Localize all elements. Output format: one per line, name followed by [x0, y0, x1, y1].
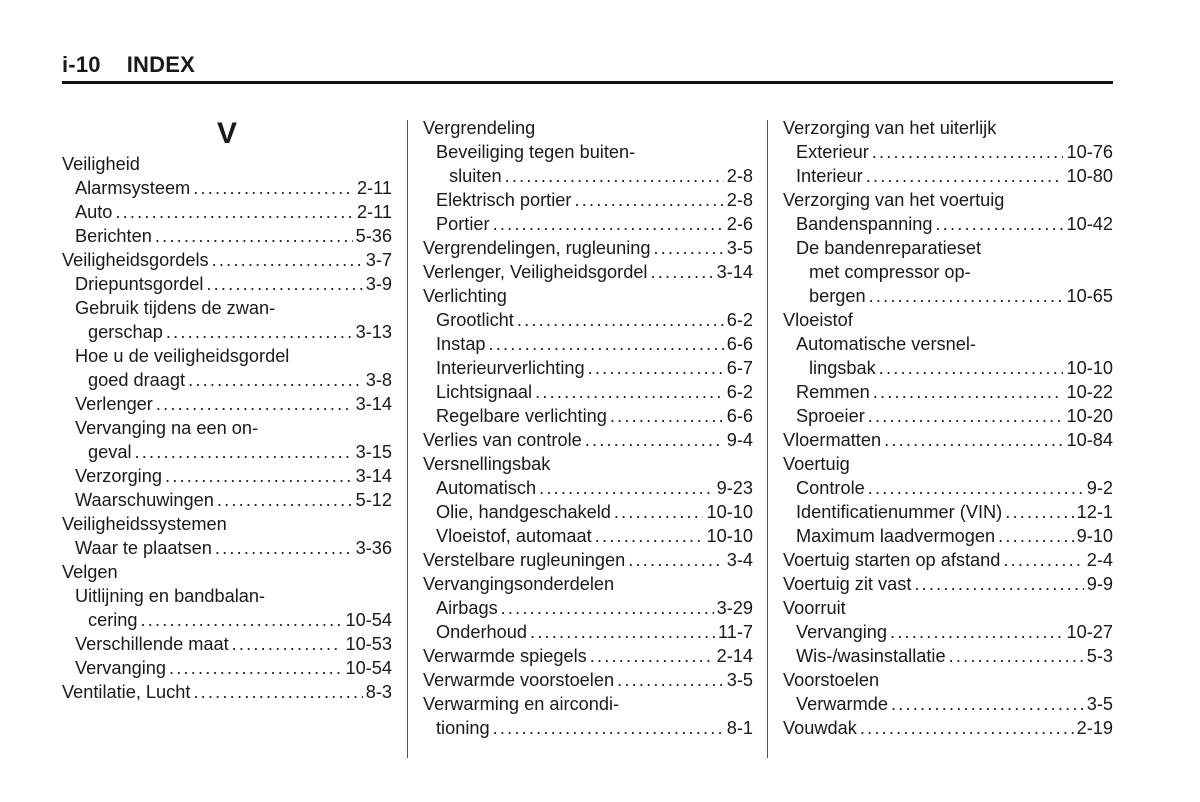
dot-leader [610, 404, 724, 428]
entry-term: Versnellingsbak [423, 454, 551, 474]
index-entry [783, 116, 1113, 140]
entry-term: Vouwdak [783, 718, 857, 738]
entry-term: goed draagt [88, 370, 186, 390]
dot-leader [936, 212, 1064, 236]
index-entry [423, 668, 753, 692]
entry-page-ref: 9-23 [716, 478, 753, 498]
entry-term: Uitlijning en bandbalan- [75, 586, 266, 606]
dot-leader [215, 536, 353, 560]
entry-term: Vervanging [75, 658, 167, 678]
entry-page-ref: 10-54 [345, 658, 392, 678]
entry-page-ref: 3-9 [365, 274, 392, 294]
entry-page-ref: 10-53 [345, 634, 392, 654]
index-entry [423, 452, 753, 476]
index-entry [783, 428, 1113, 452]
entry-page-ref: 2-6 [726, 214, 753, 234]
entry-term: Voertuig zit vast [783, 574, 912, 594]
entry-page-ref: 2-4 [1086, 550, 1113, 570]
entry-term: Verschillende maat [75, 634, 229, 654]
index-entry [423, 332, 753, 356]
entry-page-ref: 2-19 [1076, 718, 1113, 738]
dot-leader [873, 380, 1064, 404]
entry-page-ref: 5-3 [1086, 646, 1113, 666]
entry-page-ref: 6-2 [726, 310, 753, 330]
entry-page-ref: 10-76 [1066, 142, 1113, 162]
dot-leader [193, 680, 362, 704]
index-entry [62, 344, 392, 368]
index-entry [423, 284, 753, 308]
entry-term: Verlenger, Veiligheidsgordel [423, 262, 648, 282]
entry-page-ref: 10-27 [1066, 622, 1113, 642]
entry-term: Hoe u de veiligheidsgordel [75, 346, 290, 366]
index-entry [783, 380, 1113, 404]
index-entry [423, 692, 753, 716]
entry-term: Elektrisch portier [436, 190, 572, 210]
dot-leader [169, 656, 342, 680]
entry-term: Onderhoud [436, 622, 528, 642]
index-entry [783, 164, 1113, 188]
dot-leader [588, 356, 724, 380]
index-entry [62, 440, 392, 464]
index-column-2 [423, 116, 753, 740]
index-entry [62, 416, 392, 440]
entry-page-ref: 9-9 [1086, 574, 1113, 594]
entry-term: met compressor op- [809, 262, 971, 282]
dot-leader [217, 488, 353, 512]
entry-term: Voorruit [783, 598, 846, 618]
entry-term: Verlies van controle [423, 430, 582, 450]
entry-term: Verlichting [423, 286, 507, 306]
entry-term: Grootlicht [436, 310, 514, 330]
entry-term: Vervanging [796, 622, 888, 642]
dot-leader [614, 500, 704, 524]
entry-page-ref: 10-84 [1066, 430, 1113, 450]
entry-page-ref: 10-10 [706, 502, 753, 522]
index-entry [783, 596, 1113, 620]
entry-page-ref: 9-10 [1076, 526, 1113, 546]
index-entry [783, 356, 1113, 380]
page-number: i-10 [62, 52, 101, 77]
entry-term: Interieur [796, 166, 863, 186]
entry-term: Verwarming en aircondi- [423, 694, 620, 714]
entry-term: Sproeier [796, 406, 865, 426]
dot-leader [212, 248, 363, 272]
index-entry [783, 452, 1113, 476]
index-entry [783, 212, 1113, 236]
entry-term: Veiligheid [62, 154, 140, 174]
entry-term: Ventilatie, Lucht [62, 682, 191, 702]
index-column-3 [783, 116, 1113, 740]
index-entry [423, 188, 753, 212]
index-entry [62, 272, 392, 296]
index-entry [62, 224, 392, 248]
entry-term: Gebruik tijdens de zwan- [75, 298, 276, 318]
dot-leader [574, 188, 723, 212]
index-entry [783, 620, 1113, 644]
entry-term: Beveiliging tegen buiten- [436, 142, 636, 162]
dot-leader [166, 320, 353, 344]
dot-leader [539, 476, 714, 500]
entry-term: Interieurverlichting [436, 358, 585, 378]
index-entry [62, 560, 392, 584]
dot-leader [868, 404, 1064, 428]
index-entry [423, 620, 753, 644]
entry-term: Vloeistof [783, 310, 853, 330]
index-entry [62, 320, 392, 344]
entry-term: Automatische versnel- [796, 334, 976, 354]
index-entry [783, 308, 1113, 332]
index-entry [62, 488, 392, 512]
entry-page-ref: 12-1 [1076, 502, 1113, 522]
dot-leader [115, 200, 354, 224]
dot-leader [134, 440, 352, 464]
entry-term: tioning [436, 718, 490, 738]
index-entry [423, 476, 753, 500]
index-entry [423, 212, 753, 236]
entry-term: Exterieur [796, 142, 869, 162]
index-entry [62, 200, 392, 224]
dot-leader [493, 716, 724, 740]
entry-page-ref: 3-5 [726, 670, 753, 690]
dot-leader [535, 380, 724, 404]
dot-leader [585, 428, 724, 452]
entry-term: Controle [796, 478, 865, 498]
entry-page-ref: 3-8 [365, 370, 392, 390]
dot-leader [617, 668, 724, 692]
entry-term: Berichten [75, 226, 152, 246]
entry-term: Wis-/wasinstallatie [796, 646, 946, 666]
entry-term: Auto [75, 202, 113, 222]
entry-page-ref: 8-1 [726, 718, 753, 738]
entry-page-ref: 3-14 [716, 262, 753, 282]
index-entry [62, 296, 392, 320]
entry-page-ref: 2-8 [726, 166, 753, 186]
dot-leader [879, 356, 1064, 380]
entry-page-ref: 10-20 [1066, 406, 1113, 426]
entry-page-ref: 3-4 [726, 550, 753, 570]
index-entry [423, 500, 753, 524]
dot-leader [891, 692, 1084, 716]
index-entry [783, 524, 1113, 548]
entry-page-ref: 6-7 [726, 358, 753, 378]
entry-term: De bandenreparatieset [796, 238, 982, 258]
index-entry [423, 524, 753, 548]
entry-page-ref: 10-42 [1066, 214, 1113, 234]
entry-page-ref: 10-22 [1066, 382, 1113, 402]
index-entry [62, 392, 392, 416]
entry-page-ref: 5-12 [355, 490, 392, 510]
index-entry [783, 644, 1113, 668]
entry-page-ref: 5-36 [355, 226, 392, 246]
entry-term: Veiligheidssystemen [62, 514, 227, 534]
dot-leader [654, 236, 724, 260]
entry-term: Vervangingsonderdelen [423, 574, 615, 594]
entry-term: Waarschuwingen [75, 490, 214, 510]
index-entry [783, 500, 1113, 524]
entry-term: geval [88, 442, 132, 462]
index-entry [62, 176, 392, 200]
dot-leader [206, 272, 362, 296]
entry-term: Verzorging van het uiterlijk [783, 118, 997, 138]
index-entry [423, 140, 753, 164]
section-letter: V [216, 117, 237, 150]
entry-page-ref: 3-7 [365, 250, 392, 270]
dot-leader [595, 524, 704, 548]
entry-page-ref: 9-2 [1086, 478, 1113, 498]
entry-term: Velgen [62, 562, 118, 582]
page-header [62, 52, 195, 78]
entry-page-ref: 11-7 [717, 622, 753, 642]
index-entry [783, 668, 1113, 692]
entry-term: Portier [436, 214, 490, 234]
entry-page-ref: 3-13 [355, 322, 392, 342]
entry-page-ref: 2-8 [726, 190, 753, 210]
index-entry [423, 596, 753, 620]
dot-leader [517, 308, 724, 332]
dot-leader [188, 368, 363, 392]
index-entry [423, 380, 753, 404]
index-entry [62, 248, 392, 272]
index-entry [62, 368, 392, 392]
entry-term: Vergrendeling [423, 118, 536, 138]
dot-leader [505, 164, 724, 188]
entry-page-ref: 2-11 [356, 202, 392, 222]
column-divider [767, 120, 768, 758]
entry-term: Regelbare verlichting [436, 406, 607, 426]
entry-page-ref: 10-10 [1066, 358, 1113, 378]
entry-term: Vloeistof, automaat [436, 526, 592, 546]
entry-page-ref: 3-36 [355, 538, 392, 558]
dot-leader [869, 284, 1064, 308]
index-entry [62, 632, 392, 656]
entry-page-ref: 6-2 [726, 382, 753, 402]
dot-leader [1005, 500, 1073, 524]
dot-leader [501, 596, 714, 620]
page-title: INDEX [126, 52, 195, 77]
index-entry [62, 152, 392, 176]
index-entry [62, 464, 392, 488]
entry-term: Voertuig [783, 454, 850, 474]
dot-leader [884, 428, 1063, 452]
entry-page-ref: 3-29 [716, 598, 753, 618]
dot-leader [650, 260, 713, 284]
entry-term: Waar te plaatsen [75, 538, 212, 558]
header-rule [62, 81, 1113, 84]
dot-leader [193, 176, 354, 200]
entry-page-ref: 6-6 [726, 406, 753, 426]
entry-page-ref: 3-15 [355, 442, 392, 462]
entry-page-ref: 2-11 [356, 178, 392, 198]
index-entry [62, 512, 392, 536]
entry-term: Vervanging na een on- [75, 418, 259, 438]
entry-term: cering [88, 610, 138, 630]
index-entry [423, 308, 753, 332]
index-entry [783, 692, 1113, 716]
dot-leader [628, 548, 723, 572]
entry-term: Verwarmde [796, 694, 888, 714]
index-entry [423, 260, 753, 284]
entry-term: Lichtsignaal [436, 382, 533, 402]
dot-leader [949, 644, 1084, 668]
index-entry [423, 548, 753, 572]
dot-leader [155, 224, 353, 248]
index-entry [783, 188, 1113, 212]
dot-leader [890, 620, 1063, 644]
index-column-1 [62, 116, 392, 704]
dot-leader [998, 524, 1073, 548]
index-entry [783, 332, 1113, 356]
entry-term: Instap [436, 334, 486, 354]
index-entry [62, 656, 392, 680]
entry-page-ref: 3-14 [355, 466, 392, 486]
dot-leader [590, 644, 714, 668]
index-entry [423, 572, 753, 596]
index-entry [783, 404, 1113, 428]
dot-leader [1003, 548, 1083, 572]
index-entry [783, 716, 1113, 740]
index-entry [62, 608, 392, 632]
dot-leader [530, 620, 715, 644]
index-entry [783, 284, 1113, 308]
index-entry [783, 572, 1113, 596]
index-entry [423, 644, 753, 668]
dot-leader [232, 632, 343, 656]
entry-term: Automatisch [436, 478, 537, 498]
dot-leader [489, 332, 724, 356]
entry-term: lingsbak [809, 358, 876, 378]
entry-term: gerschap [88, 322, 163, 342]
entry-term: Remmen [796, 382, 870, 402]
index-entry [423, 236, 753, 260]
index-entry [783, 548, 1113, 572]
entry-term: Maximum laadvermogen [796, 526, 996, 546]
entry-page-ref: 10-10 [706, 526, 753, 546]
dot-leader [156, 392, 353, 416]
entry-page-ref: 2-14 [716, 646, 753, 666]
entry-term: Veiligheidsgordels [62, 250, 209, 270]
entry-term: sluiten [449, 166, 502, 186]
entry-term: bergen [809, 286, 866, 306]
entry-page-ref: 6-6 [726, 334, 753, 354]
entry-term: Identificatienummer (VIN) [796, 502, 1003, 522]
dot-leader [868, 476, 1084, 500]
entry-term: Vloermatten [783, 430, 882, 450]
entry-term: Verwarmde spiegels [423, 646, 587, 666]
entry-page-ref: 3-5 [726, 238, 753, 258]
entry-page-ref: 3-14 [355, 394, 392, 414]
entry-term: Airbags [436, 598, 498, 618]
index-entry [423, 404, 753, 428]
index-entry [783, 260, 1113, 284]
dot-leader [914, 572, 1083, 596]
index-entry [783, 476, 1113, 500]
entry-term: Alarmsysteem [75, 178, 191, 198]
entry-page-ref: 8-3 [365, 682, 392, 702]
dot-leader [872, 140, 1064, 164]
index-entry [423, 116, 753, 140]
index-entry [62, 536, 392, 560]
entry-term: Verwarmde voorstoelen [423, 670, 615, 690]
entry-term: Bandenspanning [796, 214, 933, 234]
entry-term: Vergrendelingen, rugleuning [423, 238, 651, 258]
entry-term: Voorstoelen [783, 670, 880, 690]
index-entry [62, 584, 392, 608]
dot-leader [860, 716, 1074, 740]
dot-leader [866, 164, 1064, 188]
index-entry [423, 356, 753, 380]
entry-term: Verlenger [75, 394, 153, 414]
index-entry [423, 164, 753, 188]
index-entry [783, 140, 1113, 164]
entry-term: Voertuig starten op afstand [783, 550, 1001, 570]
entry-term: Driepuntsgordel [75, 274, 204, 294]
entry-page-ref: 10-80 [1066, 166, 1113, 186]
dot-leader [165, 464, 353, 488]
entry-term: Verzorging [75, 466, 162, 486]
index-entry [62, 680, 392, 704]
dot-leader [493, 212, 724, 236]
index-entry [423, 716, 753, 740]
column-divider [407, 120, 408, 758]
entry-term: Verstelbare rugleuningen [423, 550, 626, 570]
entry-term: Verzorging van het voertuig [783, 190, 1005, 210]
dot-leader [141, 608, 343, 632]
index-entry [783, 236, 1113, 260]
entry-page-ref: 10-54 [345, 610, 392, 630]
entry-page-ref: 9-4 [726, 430, 753, 450]
entry-page-ref: 10-65 [1066, 286, 1113, 306]
entry-page-ref: 3-5 [1086, 694, 1113, 714]
entry-term: Olie, handgeschakeld [436, 502, 611, 522]
index-entry [423, 428, 753, 452]
